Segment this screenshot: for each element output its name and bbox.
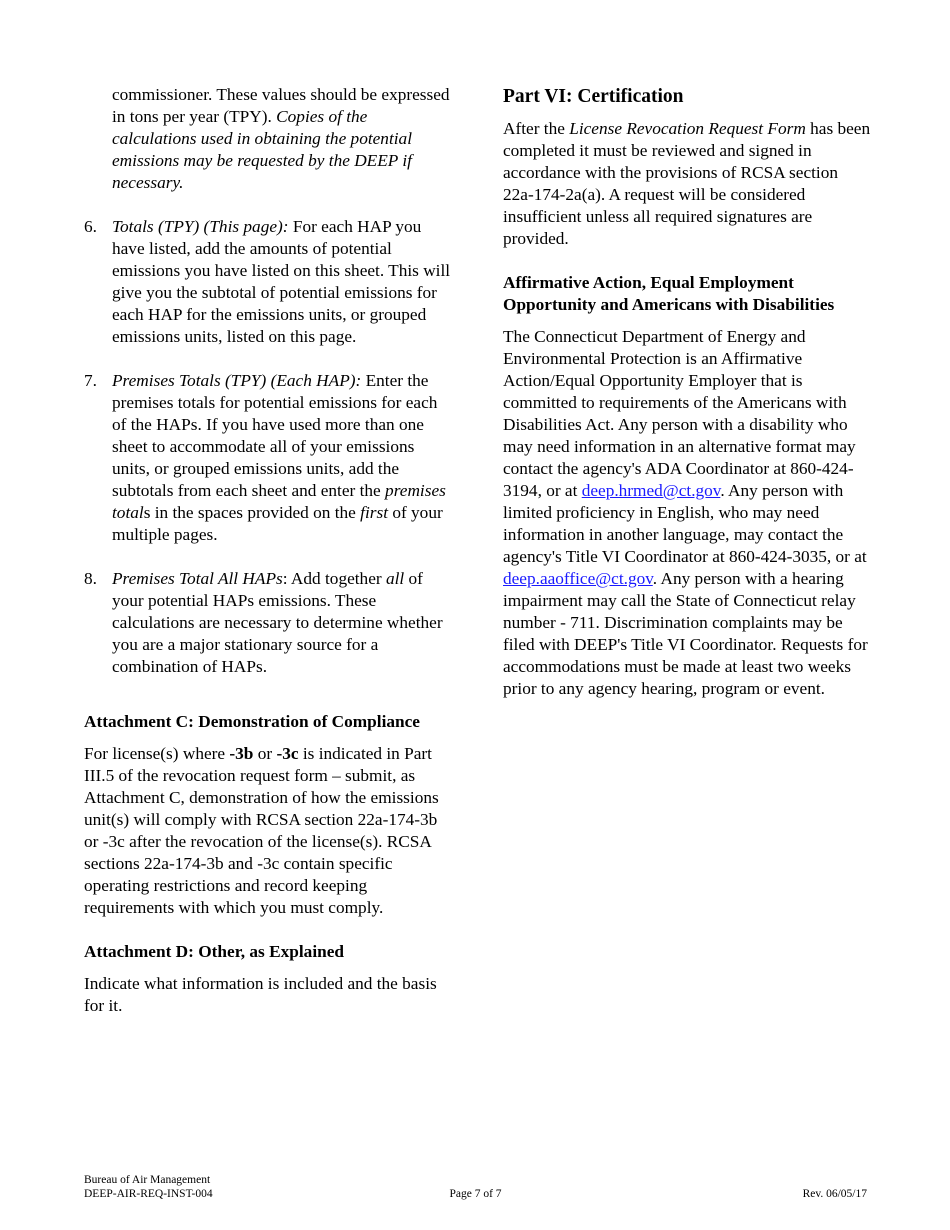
item-label: Premises Totals (TPY) (Each HAP): <box>112 371 362 390</box>
list-item-7 <box>84 370 454 546</box>
item-text: of your potential HAPs emissions. These calculations are necessary to determine whether you are a major stationary source for a combination of HAPs. <box>112 569 443 676</box>
body-text: The Connecticut Department of Energy and Environmental Protection is an Affirmative Action/Equal Opportunity Employer that is committed to requirements of the Americans with Disabilities Act. Any person with a disability who may need information in an alternative format may contact the agency's ADA Coordinator at 860-424-3194, or at <box>503 327 856 500</box>
revision-date: Rev. 06/05/17 <box>802 1188 867 1200</box>
document-id: DEEP-AIR-REQ-INST-004 <box>84 1188 213 1200</box>
item-text: For each HAP you have listed, add the amounts of potential emissions you have listed on this sheet. This will give you the subtotal of potential emissions for each HAP for the emissions units, or grouped emissions units, listed on this page. <box>112 217 451 346</box>
list-item-8 <box>84 568 454 678</box>
attachment-d-heading: Attachment D: Other, as Explained <box>84 942 345 961</box>
aaoffice-email-link[interactable]: deep.aaoffice@ct.gov <box>503 569 653 588</box>
body-bold: -3c <box>276 744 299 763</box>
body-text: is indicated in Part III.5 of the revocation request form – submit, as Attachment C, demonstration of how the emissions unit(s) will comply with RCSA section 22a-174-3b or -3c after the revocation of the license(s). RCSA sections 22a-174-3b and -3c contain specific operating restrictions and record keeping requirements with which you must comply. <box>84 744 439 917</box>
continued-italic-note: Copies of the calculations used in obtaining the potential emissions may be requested by the DEEP if necessary. <box>112 107 412 192</box>
item-text: : Add together <box>282 569 386 588</box>
continued-text: commissioner. These values should be expressed in tons per year (TPY). <box>112 85 450 126</box>
body-text: . Any person with a hearing impairment may call the State of Connecticut relay number - 711. Discrimination complaints may be filed with DEEP's Title VI Coordinator. Requests for accommodations must be made at least two weeks prior to any agency hearing, program or event. <box>503 569 868 698</box>
body-bold: -3b <box>229 744 254 763</box>
affirmative-action-body <box>503 326 873 700</box>
bureau-name: Bureau of Air Management <box>84 1174 211 1186</box>
part-vi-heading: Part VI: Certification <box>503 86 684 107</box>
item-label: Premises Total All HAPs <box>112 569 283 588</box>
list-number: 6. <box>84 217 97 236</box>
body-text: . Any person with limited proficiency in English, who may need information in another language, may contact the agency's Title VI Coordinator at 860-424-3035, or at <box>503 481 867 566</box>
right-column <box>503 84 873 700</box>
part-vi-body <box>503 118 873 250</box>
item-text: of your multiple pages. <box>112 503 443 544</box>
body-text: After the <box>503 119 570 138</box>
item-emphasis: first <box>360 503 388 522</box>
item-emphasis: premises total <box>112 481 446 522</box>
list-number: 8. <box>84 569 97 588</box>
list-number: 7. <box>84 371 97 390</box>
list-item-6 <box>84 216 454 348</box>
hrmed-email-link[interactable]: deep.hrmed@ct.gov <box>581 481 721 500</box>
body-text: has been completed it must be reviewed and signed in accordance with the provisions of RCSA section 22a-174-2a(a). A request will be considered insufficient unless all required signatures are provided. <box>503 119 871 248</box>
continued-paragraph <box>84 84 454 194</box>
attachment-c-body <box>84 743 454 919</box>
page-number: Page 7 of 7 <box>449 1188 502 1200</box>
attachment-d-body: Indicate what information is included and the basis for it. <box>84 974 437 1015</box>
item-text: Enter the premises totals for potential emissions for each of the HAPs. If you have used more than one sheet to accommodate all of your emissions units, or grouped emissions units, add the subtotals from each sheet and enter the <box>112 371 438 500</box>
form-name: License Revocation Request Form <box>569 119 806 138</box>
page-footer <box>84 1173 867 1203</box>
item-text: s in the spaces provided on the <box>143 503 361 522</box>
item-label: Totals (TPY) (This page): <box>112 217 289 236</box>
attachment-c-heading: Attachment C: Demonstration of Compliance <box>84 712 420 731</box>
affirmative-action-heading: Affirmative Action, Equal Employment Opportunity and Americans with Disabilities <box>503 273 835 314</box>
body-text: For license(s) where <box>84 744 230 763</box>
left-column <box>84 84 454 1017</box>
body-text: or <box>253 744 277 763</box>
item-emphasis: all <box>385 569 405 588</box>
